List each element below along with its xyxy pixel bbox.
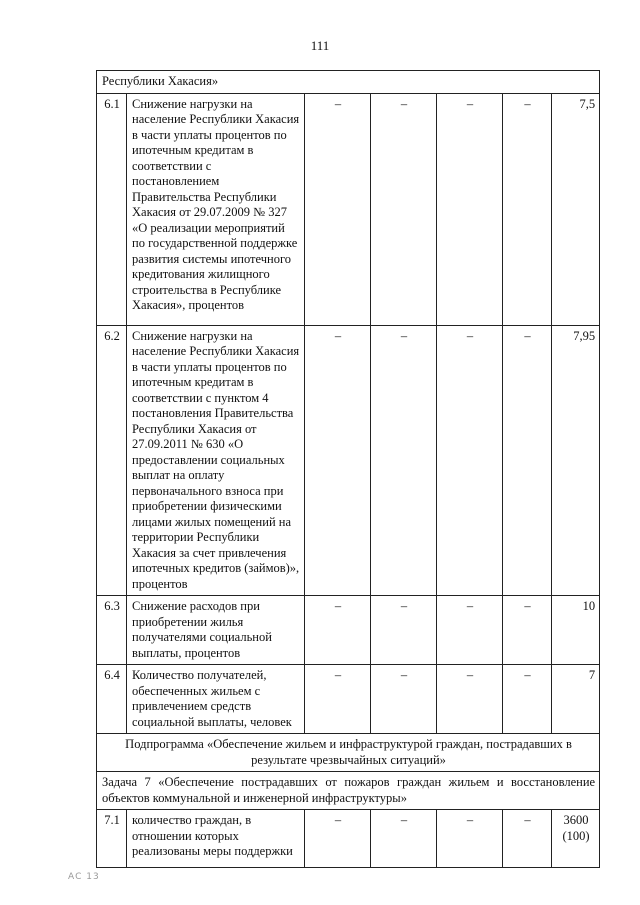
row-cell: – xyxy=(503,93,552,325)
task-title: Задача 7 «Обеспечение пострадавших от пожаров граждан жильем и восстановление объектов коммунальной и инженерной инфраструктуры» xyxy=(97,772,600,810)
row-value: 7,95 xyxy=(552,325,600,596)
row-cell: – xyxy=(371,93,437,325)
row-cell: – xyxy=(305,596,371,665)
row-cell: – xyxy=(437,810,503,868)
row-indicator: количество граждан, в отношении которых реализованы меры поддержки xyxy=(127,810,305,868)
indicators-table xyxy=(96,70,600,868)
row-cell: – xyxy=(437,596,503,665)
row-indicator: Снижение нагрузки на население Республики Хакасия в части уплаты процентов по ипотечным кредитам в соответствии с постановлением Правительства Республики Хакасия от 29.07.2009 № 327 «О реализации мероприятий по государственной поддержке развития системы ипотечного кредитования жилищного строительства в Республике Хакасия», процентов xyxy=(127,93,305,325)
row-cell: – xyxy=(371,325,437,596)
table-row xyxy=(97,596,600,665)
table-row xyxy=(97,325,600,596)
row-value-main: 3600 xyxy=(563,813,589,827)
row-cell: – xyxy=(437,325,503,596)
table-row xyxy=(97,665,600,734)
row-cell: – xyxy=(371,596,437,665)
section-continuation: Республики Хакасия» xyxy=(97,71,600,94)
section-continuation-row xyxy=(97,71,600,94)
subprogram-title: Подпрограмма «Обеспечение жильем и инфраструктурой граждан, пострадавших в результате чрезвычайных ситуаций» xyxy=(97,734,600,772)
row-cell: – xyxy=(305,325,371,596)
row-number: 6.3 xyxy=(97,596,127,665)
row-cell: – xyxy=(437,93,503,325)
row-cell: – xyxy=(437,665,503,734)
row-cell: – xyxy=(371,665,437,734)
table-row xyxy=(97,810,600,868)
row-number: 7.1 xyxy=(97,810,127,868)
row-cell: – xyxy=(305,665,371,734)
row-cell: – xyxy=(503,596,552,665)
row-cell: – xyxy=(503,810,552,868)
row-number: 6.1 xyxy=(97,93,127,325)
subprogram-row xyxy=(97,734,600,772)
table-row xyxy=(97,93,600,325)
page-number: 111 xyxy=(310,38,330,53)
row-cell: – xyxy=(305,810,371,868)
row-value xyxy=(552,810,600,868)
stamp-mark: АС 13 xyxy=(68,872,100,882)
row-value: 10 xyxy=(552,596,600,665)
row-number: 6.2 xyxy=(97,325,127,596)
row-indicator: Количество получателей, обеспеченных жильем с привлечением средств социальной выплаты, человек xyxy=(127,665,305,734)
row-cell: – xyxy=(503,325,552,596)
row-value: 7,5 xyxy=(552,93,600,325)
row-indicator: Снижение расходов при приобретении жилья получателями социальной выплаты, процентов xyxy=(127,596,305,665)
row-indicator: Снижение нагрузки на население Республики Хакасия в части уплаты процентов по ипотечным кредитам в соответствии с пунктом 4 постановления Правительства Республики Хакасия от 27.09.2011 № 630 «О предоставлении социальных выплат на оплату первоначального взноса при приобретении физическими лицами жилых помещений на территории Республики Хакасия за счет привлечения ипотечных кредитов (займов)», процентов xyxy=(127,325,305,596)
row-value-percent: (100) xyxy=(562,828,590,843)
row-value: 7 xyxy=(552,665,600,734)
row-cell: – xyxy=(371,810,437,868)
row-cell: – xyxy=(305,93,371,325)
row-number: 6.4 xyxy=(97,665,127,734)
task-row xyxy=(97,772,600,810)
row-cell: – xyxy=(503,665,552,734)
